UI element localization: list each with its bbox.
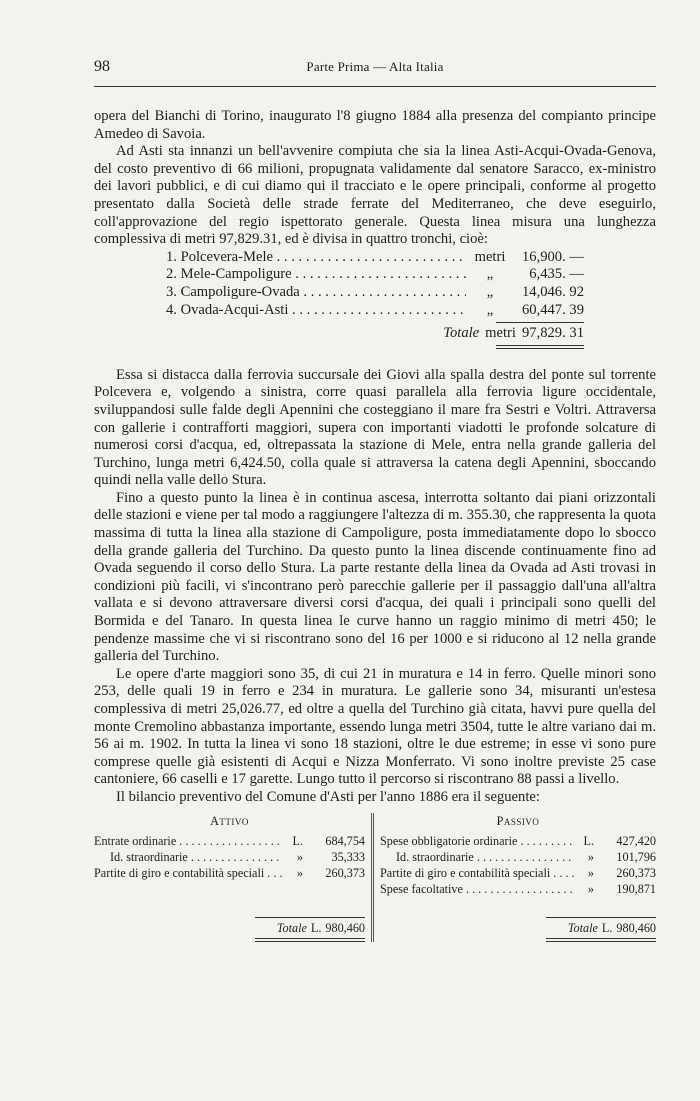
passivo-total-row: [380, 920, 656, 936]
bilancio-currency: »: [296, 865, 303, 880]
bilancio-row: [380, 833, 656, 849]
attivo-heading: Attivo: [210, 813, 249, 828]
passivo-total-value: 980,460: [616, 920, 656, 935]
tronco-row: [166, 284, 584, 302]
attivo-total-label: Totale: [276, 920, 307, 935]
attivo-total-row: [94, 920, 365, 936]
bilancio-value: 35,333: [331, 849, 365, 864]
bilancio-currency: »: [587, 849, 594, 864]
bilancio-label: Spese obbligatorie ordinarie . . .: [380, 833, 574, 849]
page-body: [94, 108, 656, 942]
bilancio-label: Spese facoltative . . .: [380, 881, 574, 897]
paragraph-6: Il bilancio preventivo del Comune d'Asti per l'anno 1886 era il seguente:: [116, 788, 540, 805]
tronco-label: 2. Mele-Campoligure . . .: [166, 266, 466, 284]
tronco-row: [166, 302, 584, 320]
attivo-total-rule: [255, 917, 365, 918]
page-header: [94, 58, 656, 80]
paragraph-2: Ad Asti sta innanzi un bell'avvenire compiuta che sia la linea Asti-Acqui-Ovada-Genova, del costo preventivo di 66 milioni, propugnata validamente dal senatore Saracco, ex-ministro dei lavori pubblici, e di cui diamo qui il tracciato e le opere principali, conforme al progetto presentato dalla Società delle strade ferrate del Mediterraneo, che deve eseguirlo, coll'approvazione del regio ispettorato generale. Questa linea misura una lunghezza complessiva di metri 97,829.31, ed è divisa in quattro tronchi, cioè:: [94, 143, 656, 248]
tronco-row: [166, 266, 584, 284]
tronchi-total-unit: metri: [485, 325, 516, 342]
bilancio-currency: »: [296, 849, 303, 864]
bilancio-value: 684,754: [325, 833, 365, 848]
paragraph-5: Le opere d'arte maggiori sono 35, di cui 21 in muratura e 14 in ferro. Quelle minori sono 253, delle quali 19 in ferro e 234 in muratura. Le gallerie sono 34, misuranti un'estesa complessiva di metri 25,026.77, ed oltre a quella del Turchino già citata, havvi pure quella del monte Cremolino abbastanza importante, essendo lunga metri 3504, tutte le altre variano dai m. 56 ai m. 1902. In tutta la linea vi sono 18 stazioni, oltre le due estreme; in esse vi sono pure comprese quelle già esistenti di Acqui e Nizza Monferrato. Vi sono inoltre previste 25 case cantoniere, 66 caselli e 17 garette. Lungo tutto il percorso si riscontrano 88 passi a livello.: [94, 665, 656, 788]
bilancio-currency: L.: [583, 833, 594, 848]
passivo-column: [374, 813, 656, 942]
tronco-unit: metri: [474, 248, 506, 265]
paragraph-3: Essa si distacca dalla ferrovia succursale dei Giovi alla spalla destra del ponte sul torrente Polcevera e, volgendo a sinistra, corre quasi parallela alla ferrovia ligure occidentale, sviluppandosi sulle falde degli Apennini che costeggiano il mare fra Sestri e Voltri. Attraversa con gallerie i contrafforti maggiori, supera con importanti viadotti le profonde solcature di numerosi corsi d'acqua, ed, oltrepassata la stazione di Mele, entra nella grande galleria del Turchino, lunga metri 6,424.50, colla quale si attraversa la catena degli Apennini, sboccando quindi nella valle dello Stura.: [94, 366, 656, 489]
attivo-total-currency: L.: [310, 920, 322, 935]
passivo-total-label: Totale: [567, 920, 598, 935]
passivo-total-currency: L.: [601, 920, 613, 935]
bilancio-value: 427,420: [616, 833, 656, 848]
bilancio-label: Id. straordinarie . . .: [94, 849, 283, 865]
tronco-row: [166, 249, 584, 267]
bilancio-value: 260,373: [325, 865, 365, 880]
tronco-label: 4. Ovada-Acqui-Asti . . .: [166, 302, 466, 320]
bilancio-label: Entrate ordinarie . . .: [94, 833, 283, 849]
attivo-total-double-rule: [255, 938, 365, 942]
bilancio-currency: L.: [292, 833, 303, 848]
attivo-column: [94, 813, 374, 942]
bilancio-value: 101,796: [616, 849, 656, 864]
bilancio-row: [94, 849, 365, 865]
tronchi-total-value: 97,829. 31: [521, 325, 584, 342]
bilancio-value: 260,373: [616, 865, 656, 880]
bilancio-label: Partite di giro e contabilità speciali . . .: [380, 865, 574, 881]
bilancio-row: [380, 881, 656, 897]
tronco-label: 1. Polcevera-Mele . . .: [166, 249, 466, 267]
tronco-label: 3. Campoligure-Ovada . . .: [166, 284, 466, 302]
bilancio-table: [94, 813, 656, 942]
passivo-total-rule: [546, 917, 656, 918]
running-title: Parte Prima — Alta Italia: [306, 59, 444, 74]
tronco-value: 6,435. —: [529, 266, 584, 283]
tronco-unit: „: [486, 266, 494, 283]
tronco-value: 14,046. 92: [521, 283, 584, 300]
tronco-unit: „: [486, 301, 494, 318]
attivo-total-value: 980,460: [325, 920, 365, 935]
paragraph-1: opera del Bianchi di Torino, inaugurato l'8 giugno 1884 alla presenza del compianto principe Amedeo di Savoia.: [94, 108, 656, 142]
passivo-total-double-rule: [546, 938, 656, 942]
bilancio-row: [380, 865, 656, 881]
bilancio-currency: »: [587, 881, 594, 896]
bilancio-row: [94, 865, 365, 881]
tronchi-total-label: Totale: [443, 325, 480, 342]
tronchi-table: [166, 249, 584, 349]
tronchi-total-row: [166, 325, 584, 343]
page-number: 98: [94, 58, 110, 75]
tronco-value: 60,447. 39: [521, 301, 584, 318]
tronco-value: 16,900. —: [521, 248, 584, 265]
paragraph-4: Fino a questo punto la linea è in continua ascesa, interrotta soltanto dai piani orizzontali delle stazioni e viene per tal modo a raggiungere l'altezza di m. 355.30, che rappresenta la quota massima di tutta la linea alla stazione di Campoligure, posta immediatamente dopo lo sbocco della grande galleria del Turchino. Da questo punto la linea discende continuamente fino ad Ovada seguendo il corso dello Stura. La parte restante della linea da Ovada ad Asti trovasi in condizioni più facili, vi s'incontrano però parecchie gallerie per il passaggio dall'una all'altra vallata e si devono attraversare diversi corsi d'acqua, dei quali i principali sono quelli del Bormida e del Tanaro. In questa linea le curve hanno un raggio minimo di metri 450; le pendenze massime che vi si riscontrano sono del 16 per 1000 e si riducono al 12 nella grande galleria del Turchino.: [94, 489, 656, 665]
passivo-heading: Passivo: [496, 813, 540, 828]
bilancio-row: [380, 849, 656, 865]
bilancio-label: Id. straordinarie . . .: [380, 849, 574, 865]
total-rule: [496, 322, 584, 323]
tronco-unit: „: [486, 283, 494, 300]
bilancio-value: 190,871: [616, 881, 656, 896]
bilancio-currency: »: [587, 865, 594, 880]
bilancio-row: [94, 833, 365, 849]
header-rule: [94, 86, 656, 87]
bilancio-label: Partite di giro e contabilità speciali . . .: [94, 865, 283, 881]
